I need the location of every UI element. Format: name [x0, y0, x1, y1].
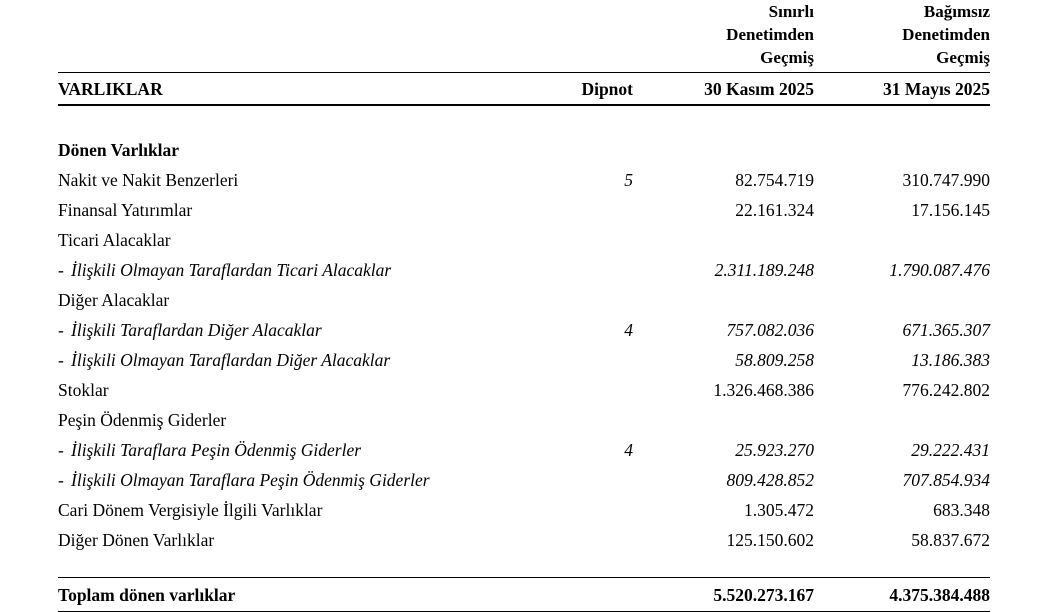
table-row — [58, 345, 990, 375]
row-note-reference — [528, 495, 638, 525]
table-row — [58, 465, 990, 495]
spacer-cell — [58, 105, 528, 135]
row-label — [58, 255, 528, 285]
rule-segment — [638, 611, 814, 612]
row-value-col1: 125.150.602 — [726, 530, 814, 550]
spacer-cell — [528, 555, 638, 577]
rule-segment — [528, 611, 638, 612]
row-label: Diğer Alacaklar — [58, 290, 170, 310]
spacer-cell — [58, 555, 528, 577]
row-value-col1: 22.161.324 — [735, 200, 814, 220]
row-label-text: - İlişkili Taraflara Peşin Ödenmiş Giderler — [58, 435, 361, 465]
section-title-col1 — [638, 135, 814, 165]
row-value-col2 — [814, 285, 990, 315]
row-label: Nakit ve Nakit Benzerleri — [58, 170, 239, 190]
row-note-reference: 4 — [624, 440, 633, 460]
row-value-col1: 25.923.270 — [735, 440, 814, 460]
bullet-dash-icon: - — [58, 350, 64, 370]
bullet-dash-icon: - — [58, 260, 64, 280]
bullet-dash-icon: - — [58, 470, 64, 490]
row-label — [58, 315, 528, 345]
row-label: Diğer Dönen Varlıklar — [58, 530, 215, 550]
row-value-col2: 17.156.145 — [911, 200, 990, 220]
row-value-col1 — [638, 285, 814, 315]
period-header-col2 — [814, 0, 990, 72]
table-row — [58, 165, 990, 195]
row-value-col2: 58.837.672 — [911, 530, 990, 550]
table-row — [58, 315, 990, 345]
period-header-col1-line3: Geçmiş — [760, 48, 814, 67]
row-value-col2: 310.747.990 — [902, 170, 990, 190]
row-note-reference — [528, 465, 638, 495]
row-note-reference — [528, 255, 638, 285]
row-value-col1: 58.809.258 — [735, 350, 814, 370]
row-note-reference — [528, 525, 638, 555]
row-label: Stoklar — [58, 380, 109, 400]
row-label: Cari Dönem Vergisiyle İlgili Varlıklar — [58, 500, 323, 520]
row-value-col1 — [638, 225, 814, 255]
row-label — [58, 465, 528, 495]
row-value-col1: 2.311.189.248 — [714, 260, 814, 280]
table-row — [58, 435, 990, 465]
section-title: Dönen Varlıklar — [58, 140, 180, 160]
row-value-col2: 776.242.802 — [902, 380, 990, 400]
total-note-reference — [528, 578, 638, 612]
row-note-reference — [528, 375, 638, 405]
period-header-col2-line3: Geçmiş — [936, 48, 990, 67]
spacer-cell — [814, 555, 990, 577]
row-label-text: - İlişkili Taraflardan Diğer Alacaklar — [58, 315, 322, 345]
row-value-col2 — [814, 225, 990, 255]
column-heading-row — [58, 73, 990, 105]
row-value-col2: 671.365.307 — [902, 320, 990, 340]
note-column-heading: Dipnot — [581, 78, 633, 99]
balance-sheet-table — [58, 0, 990, 612]
row-value-col1: 757.082.036 — [726, 320, 814, 340]
row-value-col1 — [638, 405, 814, 435]
row-note-reference — [528, 225, 638, 255]
row-note-reference — [528, 405, 638, 435]
row-note-reference: 5 — [624, 170, 633, 190]
bullet-dash-icon: - — [58, 440, 64, 460]
section-title-note — [528, 135, 638, 165]
table-row — [58, 405, 990, 435]
row-label-text: - İlişkili Olmayan Taraflardan Ticari Alacaklar — [58, 255, 391, 285]
period-header-row — [58, 0, 990, 72]
rule-segment — [58, 611, 528, 612]
period-header-col1-line1: Sınırlı — [768, 2, 814, 21]
row-value-col2: 29.222.431 — [911, 440, 990, 460]
page-title: VARLIKLAR — [58, 78, 163, 99]
period-header-blank — [58, 0, 528, 72]
col1-date-heading: 30 Kasım 2025 — [704, 78, 814, 99]
row-note-reference — [528, 345, 638, 375]
spacer-cell — [638, 105, 814, 135]
row-value-col1: 82.754.719 — [735, 170, 814, 190]
row-label: Peşin Ödenmiş Giderler — [58, 410, 227, 430]
period-header-col1 — [638, 0, 814, 72]
spacer-cell — [638, 555, 814, 577]
table-row — [58, 375, 990, 405]
table-row — [58, 195, 990, 225]
table-row — [58, 285, 990, 315]
spacer-cell — [814, 105, 990, 135]
spacer-row — [58, 105, 990, 135]
section-title-row — [58, 135, 990, 165]
row-value-col2: 683.348 — [933, 500, 990, 520]
section-title-col2 — [814, 135, 990, 165]
total-label: Toplam dönen varlıklar — [58, 584, 236, 605]
table-row — [58, 225, 990, 255]
period-header-col2-line2: Denetimden — [902, 25, 990, 44]
row-label: Finansal Yatırımlar — [58, 200, 193, 220]
row-label — [58, 435, 528, 465]
row-note-reference: 4 — [624, 320, 633, 340]
bullet-dash-icon: - — [58, 320, 64, 340]
total-value-col2: 4.375.384.488 — [889, 584, 990, 605]
period-header-blank-note — [528, 0, 638, 72]
row-value-col1: 1.326.468.386 — [713, 380, 814, 400]
row-value-col1: 1.305.472 — [744, 500, 814, 520]
period-header-col2-line1: Bağımsız — [923, 2, 990, 21]
row-note-reference — [528, 285, 638, 315]
row-note-reference — [528, 195, 638, 225]
rule-below-total — [58, 611, 990, 612]
total-value-col1: 5.520.273.167 — [713, 584, 814, 605]
table-row — [58, 255, 990, 285]
table-row — [58, 525, 990, 555]
table-body — [58, 0, 990, 612]
row-value-col2: 707.854.934 — [902, 470, 990, 490]
row-label — [58, 345, 528, 375]
rule-segment — [814, 611, 990, 612]
col2-date-heading: 31 Mayıs 2025 — [883, 78, 990, 99]
period-header-col1-line2: Denetimden — [726, 25, 814, 44]
spacer-cell — [528, 105, 638, 135]
row-label-text: - İlişkili Olmayan Taraflara Peşin Ödenmiş Giderler — [58, 465, 430, 495]
row-value-col1: 809.428.852 — [726, 470, 814, 490]
row-value-col2 — [814, 405, 990, 435]
row-label: Ticari Alacaklar — [58, 230, 171, 250]
row-value-col2: 1.790.087.476 — [889, 260, 990, 280]
row-value-col2: 13.186.383 — [911, 350, 990, 370]
spacer-row — [58, 555, 990, 577]
row-label-text: - İlişkili Olmayan Taraflardan Diğer Alacaklar — [58, 345, 390, 375]
total-row — [58, 578, 990, 612]
table-row — [58, 495, 990, 525]
